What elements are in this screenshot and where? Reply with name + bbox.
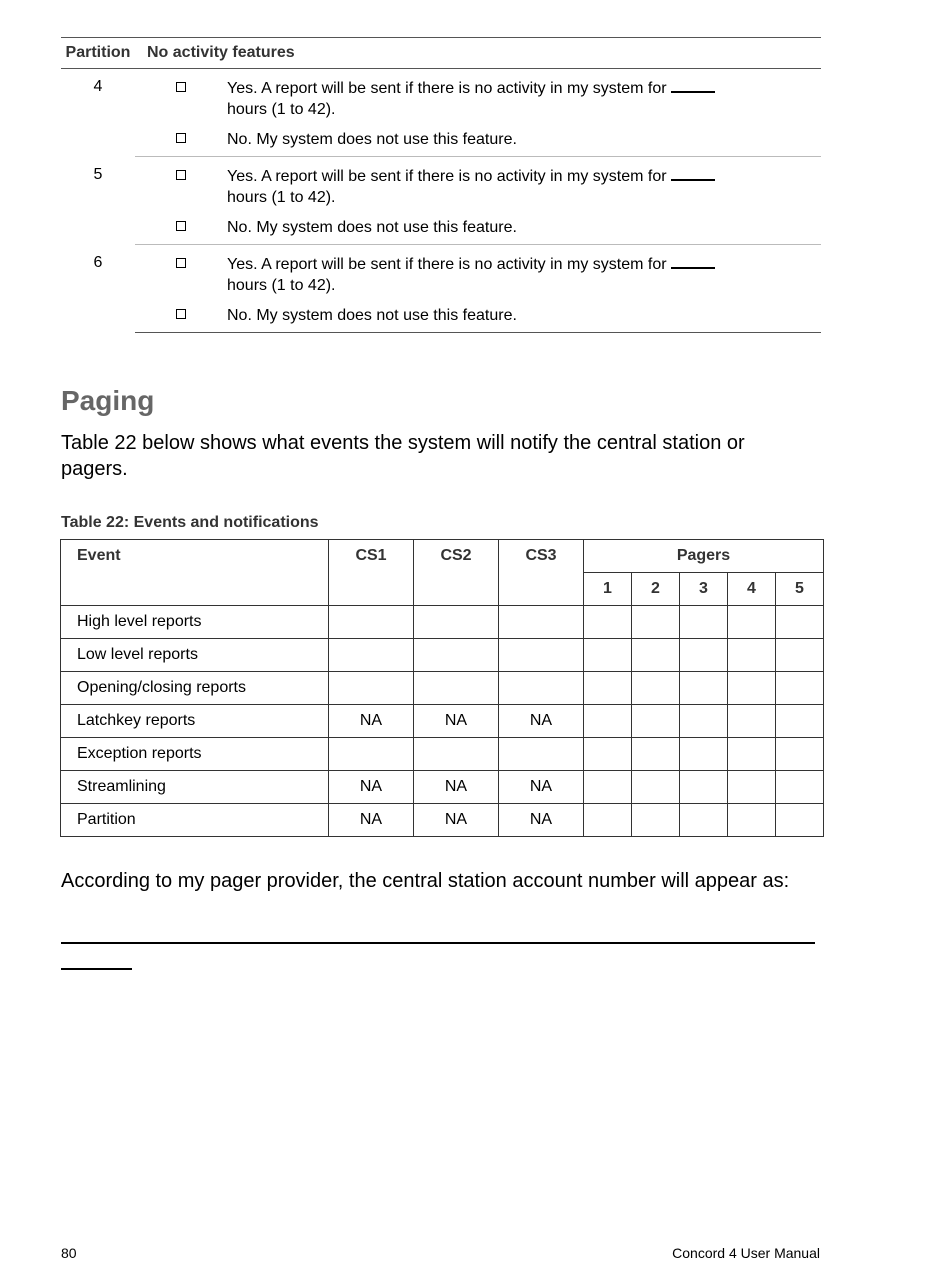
event-cs3-cell[interactable] [499, 606, 584, 639]
yes-option-suffix: hours (1 to 42). [227, 277, 336, 294]
header-pagers: Pagers [584, 540, 824, 573]
event-pager-3-cell[interactable] [680, 672, 728, 705]
partition-row-yes [61, 245, 821, 297]
header-no-activity-features: No activity features [135, 38, 821, 69]
yes-option-text: Yes. A report will be sent if there is no activity in my system for [227, 256, 667, 273]
yes-checkbox[interactable] [176, 170, 186, 180]
header-pager-3: 3 [680, 573, 728, 606]
event-pager-2-cell[interactable] [632, 606, 680, 639]
hours-blank[interactable] [671, 253, 715, 269]
event-cs3-cell[interactable]: NA [499, 705, 584, 738]
header-event: Event [61, 540, 329, 606]
header-partition: Partition [61, 38, 135, 69]
partition-row-no [61, 208, 821, 245]
yes-option [227, 69, 821, 121]
event-name: Partition [61, 804, 329, 837]
event-pager-3-cell[interactable] [680, 771, 728, 804]
event-row [61, 738, 824, 771]
yes-checkbox[interactable] [176, 82, 186, 92]
event-pager-3-cell[interactable] [680, 606, 728, 639]
event-cs1-cell[interactable]: NA [329, 771, 414, 804]
event-row [61, 771, 824, 804]
header-pager-4: 4 [728, 573, 776, 606]
event-pager-5-cell[interactable] [776, 738, 824, 771]
event-pager-5-cell[interactable] [776, 771, 824, 804]
yes-option-suffix: hours (1 to 42). [227, 101, 336, 118]
event-pager-1-cell[interactable] [584, 771, 632, 804]
event-pager-1-cell[interactable] [584, 606, 632, 639]
event-cs1-cell[interactable]: NA [329, 705, 414, 738]
event-pager-2-cell[interactable] [632, 672, 680, 705]
event-row [61, 672, 824, 705]
no-checkbox[interactable] [176, 133, 186, 143]
event-pager-5-cell[interactable] [776, 804, 824, 837]
event-name: Streamlining [61, 771, 329, 804]
event-cs1-cell[interactable] [329, 738, 414, 771]
paging-intro: Table 22 below shows what events the system will notify the central station or pagers. [61, 432, 745, 480]
event-row [61, 804, 824, 837]
event-row [61, 606, 824, 639]
partition-row-no [61, 296, 821, 333]
no-activity-table [61, 37, 821, 333]
no-option-text: No. My system does not use this feature. [227, 120, 821, 157]
partition-row-yes [61, 69, 821, 121]
header-pager-1: 1 [584, 573, 632, 606]
event-pager-4-cell[interactable] [728, 804, 776, 837]
table-caption: Table 22: Events and notifications [61, 514, 319, 531]
event-cs1-cell[interactable]: NA [329, 804, 414, 837]
event-name: Low level reports [61, 639, 329, 672]
event-cs2-cell[interactable] [414, 672, 499, 705]
event-pager-2-cell[interactable] [632, 639, 680, 672]
yes-option-text: Yes. A report will be sent if there is no activity in my system for [227, 168, 667, 185]
event-pager-2-cell[interactable] [632, 738, 680, 771]
section-heading-paging: Paging [61, 385, 155, 416]
account-number-blank-line-continued[interactable] [61, 968, 132, 970]
event-pager-4-cell[interactable] [728, 672, 776, 705]
manual-title: Concord 4 User Manual [672, 1245, 820, 1261]
event-pager-4-cell[interactable] [728, 705, 776, 738]
partition-number: 4 [93, 78, 103, 95]
event-cs2-cell[interactable] [414, 738, 499, 771]
event-pager-2-cell[interactable] [632, 705, 680, 738]
event-pager-1-cell[interactable] [584, 705, 632, 738]
hours-blank[interactable] [671, 165, 715, 181]
partition-row-yes [61, 157, 821, 209]
event-name: High level reports [61, 606, 329, 639]
event-pager-4-cell[interactable] [728, 738, 776, 771]
event-name: Opening/closing reports [61, 672, 329, 705]
yes-option-text: Yes. A report will be sent if there is no activity in my system for [227, 80, 667, 97]
event-cs2-cell[interactable]: NA [414, 705, 499, 738]
event-pager-4-cell[interactable] [728, 771, 776, 804]
event-cs1-cell[interactable] [329, 606, 414, 639]
event-pager-4-cell[interactable] [728, 639, 776, 672]
event-pager-3-cell[interactable] [680, 639, 728, 672]
account-number-blank-line[interactable] [61, 942, 815, 944]
event-cs2-cell[interactable] [414, 639, 499, 672]
no-option-text: No. My system does not use this feature. [227, 208, 821, 245]
event-pager-3-cell[interactable] [680, 738, 728, 771]
event-row [61, 705, 824, 738]
event-pager-3-cell[interactable] [680, 705, 728, 738]
event-cs2-cell[interactable]: NA [414, 804, 499, 837]
event-pager-4-cell[interactable] [728, 606, 776, 639]
event-name: Latchkey reports [61, 705, 329, 738]
event-cs1-cell[interactable] [329, 672, 414, 705]
page-number: 80 [61, 1245, 77, 1261]
header-cs1: CS1 [329, 540, 414, 606]
account-number-sentence: According to my pager provider, the central station account number will appear as: [61, 870, 790, 892]
no-activity-header-row [61, 38, 821, 69]
event-cs3-cell[interactable] [499, 738, 584, 771]
event-pager-2-cell[interactable] [632, 771, 680, 804]
yes-checkbox[interactable] [176, 258, 186, 268]
partition-number: 5 [93, 165, 103, 183]
events-header-row [61, 540, 824, 573]
event-cs1-cell[interactable] [329, 639, 414, 672]
event-pager-1-cell[interactable] [584, 804, 632, 837]
event-cs2-cell[interactable] [414, 606, 499, 639]
no-checkbox[interactable] [176, 221, 186, 231]
yes-option [227, 157, 821, 209]
yes-option [227, 245, 821, 297]
events-body [61, 606, 824, 837]
event-cs3-cell[interactable] [499, 672, 584, 705]
no-option-text: No. My system does not use this feature. [227, 296, 821, 333]
event-cs3-cell[interactable]: NA [499, 771, 584, 804]
event-pager-1-cell[interactable] [584, 672, 632, 705]
hours-blank[interactable] [671, 77, 715, 93]
event-cs3-cell[interactable] [499, 639, 584, 672]
yes-option-suffix: hours (1 to 42). [227, 189, 336, 206]
event-pager-1-cell[interactable] [584, 738, 632, 771]
event-name: Exception reports [61, 738, 329, 771]
events-table [60, 539, 824, 837]
event-row [61, 639, 824, 672]
header-pager-5: 5 [776, 573, 824, 606]
event-pager-1-cell[interactable] [584, 639, 632, 672]
event-cs3-cell[interactable]: NA [499, 804, 584, 837]
no-checkbox[interactable] [176, 309, 186, 319]
event-pager-2-cell[interactable] [632, 804, 680, 837]
event-pager-5-cell[interactable] [776, 639, 824, 672]
event-pager-5-cell[interactable] [776, 672, 824, 705]
event-cs2-cell[interactable]: NA [414, 771, 499, 804]
event-pager-5-cell[interactable] [776, 705, 824, 738]
header-cs3: CS3 [499, 540, 584, 606]
partition-number: 6 [93, 253, 103, 271]
event-pager-3-cell[interactable] [680, 804, 728, 837]
header-pager-2: 2 [632, 573, 680, 606]
partition-row-no [61, 120, 821, 157]
header-cs2: CS2 [414, 540, 499, 606]
event-pager-5-cell[interactable] [776, 606, 824, 639]
